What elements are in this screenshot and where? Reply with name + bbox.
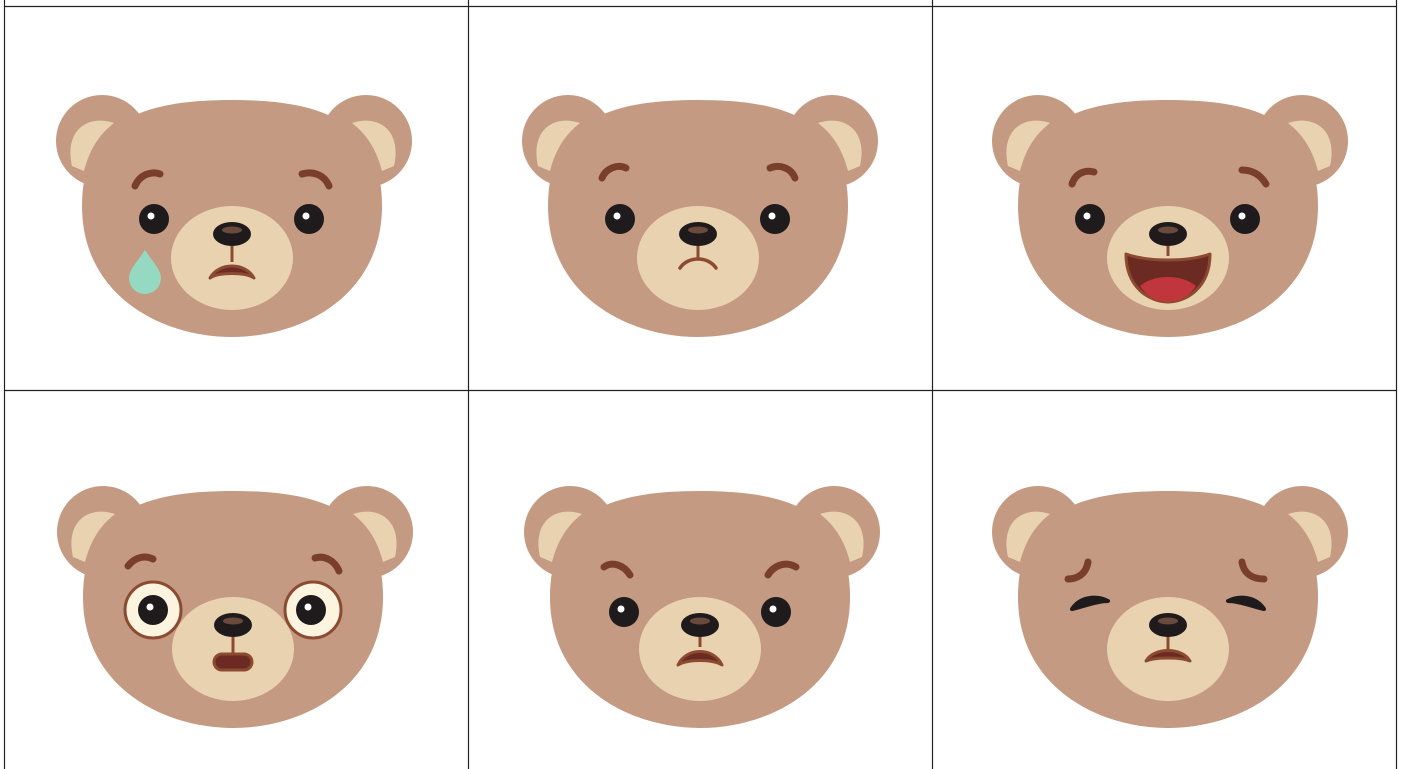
nose-icon (1149, 613, 1187, 637)
nose-highlight (1158, 227, 1178, 234)
nose-icon (1149, 222, 1187, 246)
nose-icon (681, 613, 719, 637)
left-eye-icon-highlight (614, 213, 621, 220)
right-eye-icon (761, 597, 791, 627)
right-eye-icon (760, 204, 790, 234)
left-pupil-icon (138, 595, 168, 625)
nose-icon (679, 222, 717, 246)
left-eye-icon-highlight (1084, 213, 1091, 220)
nose-highlight (690, 618, 710, 625)
nose-icon (213, 222, 251, 246)
right-eye-icon-highlight (303, 213, 310, 220)
right-eye-icon-highlight (770, 606, 777, 613)
mouth-o (214, 654, 252, 670)
right-pupil-icon (296, 595, 326, 625)
nose-highlight (688, 227, 708, 234)
left-eye-icon-highlight (148, 213, 155, 220)
left-pupil-icon-highlight (147, 604, 154, 611)
muzzle (639, 597, 761, 701)
right-eye-icon-highlight (769, 213, 776, 220)
nose-highlight (222, 227, 242, 234)
right-eye-icon (1230, 204, 1260, 234)
nose-highlight (223, 618, 243, 625)
nose-highlight (1158, 618, 1178, 625)
left-eye-icon (609, 597, 639, 627)
left-eye-icon (1075, 204, 1105, 234)
right-eye-icon (294, 204, 324, 234)
left-eye-icon (139, 204, 169, 234)
left-eye-icon-highlight (618, 606, 625, 613)
nose-icon (214, 613, 252, 637)
left-eye-icon (605, 204, 635, 234)
right-eye-icon-highlight (1239, 213, 1246, 220)
right-pupil-icon-highlight (305, 604, 312, 611)
